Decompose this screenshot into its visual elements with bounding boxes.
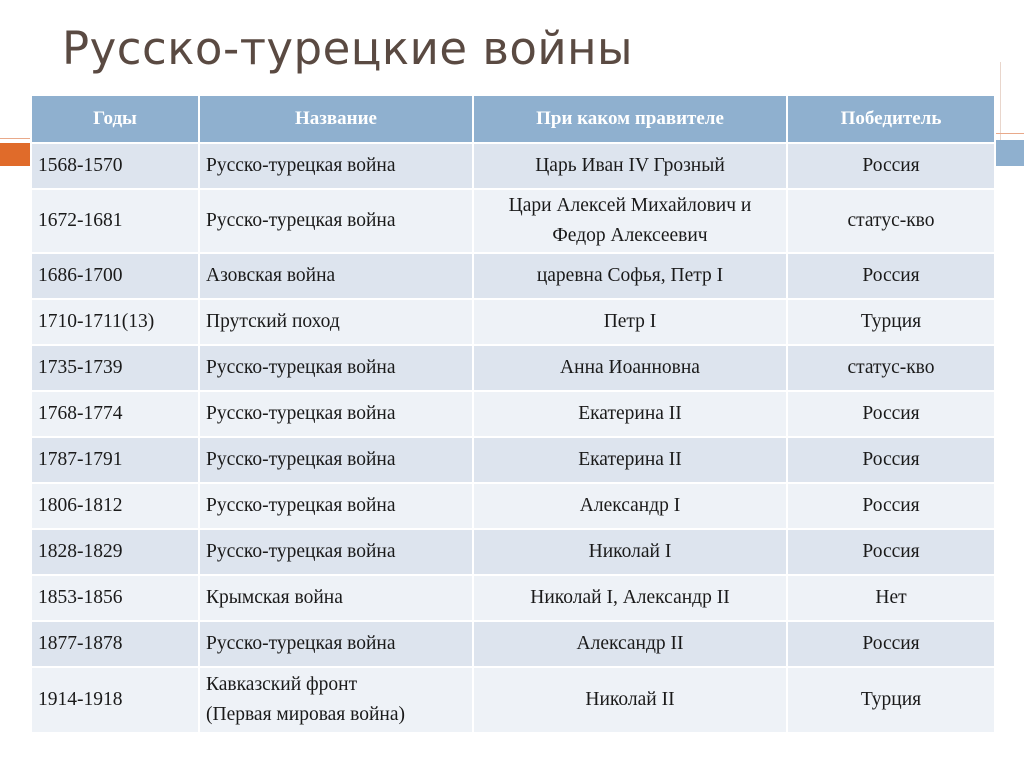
cell-name [199,437,473,483]
header-ruler: При каком правителе [473,95,787,143]
cell-years: 1806-1812 [31,483,199,529]
cell-winner: статус-кво [787,345,995,391]
cell-years: 1877-1878 [31,621,199,667]
cell-ruler [473,529,787,575]
header-years: Годы [31,95,199,143]
cell-ruler-line: Царь Иван IV Грозный [535,155,725,176]
table-row [31,189,995,253]
cell-name-line: Русско-турецкая война [206,357,396,378]
cell-ruler-line: царевна Софья, Петр I [536,265,724,286]
cell-ruler-line: Николай II [585,689,675,710]
cell-winner: Россия [787,253,995,299]
cell-ruler-line: Александр I [579,495,681,516]
cell-name [199,345,473,391]
cell-ruler-line: Федор Алексеевич [552,225,708,246]
table-row [31,483,995,529]
cell-years: 1828-1829 [31,529,199,575]
table-row [31,299,995,345]
cell-name-line: Русско-турецкая война [206,210,396,231]
cell-name [199,483,473,529]
cell-name [199,667,473,733]
cell-ruler-line: Александр II [576,633,684,654]
decorative-blue-square [994,140,1024,166]
cell-winner: Россия [787,143,995,189]
cell-name-line: Русско-турецкая война [206,403,396,424]
cell-ruler [473,575,787,621]
cell-name [199,143,473,189]
cell-years: 1787-1791 [31,437,199,483]
cell-name-line: Русско-турецкая война [206,155,396,176]
cell-ruler-line: Цари Алексей Михайлович и [508,195,752,216]
cell-name-line: Крымская война [206,587,343,608]
table-row [31,529,995,575]
cell-ruler-line: Екатерина II [578,449,682,470]
cell-name-line: Русско-турецкая война [206,633,396,654]
cell-name [199,575,473,621]
cell-ruler-line: Николай I, Александр II [530,587,730,608]
cell-years: 1686-1700 [31,253,199,299]
cell-years: 1672-1681 [31,189,199,253]
decorative-line-left [0,138,30,139]
table-header-row [31,95,995,143]
cell-ruler-line: Анна Иоанновна [560,357,700,378]
cell-ruler [473,437,787,483]
table-row [31,391,995,437]
cell-ruler [473,345,787,391]
slide-title: Русско-турецкие войны [62,22,634,75]
cell-years: 1735-1739 [31,345,199,391]
cell-ruler-line: Екатерина II [578,403,682,424]
cell-name [199,529,473,575]
cell-name-line: Азовская война [206,265,336,286]
cell-winner: Россия [787,483,995,529]
cell-name [199,621,473,667]
decorative-orange-square [0,143,30,166]
cell-winner: Россия [787,391,995,437]
decorative-line-right [994,133,1024,134]
cell-name-line: Кавказский фронт [206,674,358,695]
cell-ruler [473,391,787,437]
cell-winner: Россия [787,529,995,575]
cell-ruler [473,143,787,189]
table-row [31,437,995,483]
wars-table [30,94,996,734]
cell-ruler [473,483,787,529]
cell-winner: статус-кво [787,189,995,253]
table-row [31,253,995,299]
decorative-vertical-line [1000,62,1001,142]
cell-name [199,299,473,345]
table-body [31,143,995,733]
cell-name-line: Русско-турецкая война [206,541,396,562]
cell-name-line: Прутский поход [206,311,340,332]
header-winner: Победитель [787,95,995,143]
cell-ruler-line: Николай I [588,541,672,562]
cell-winner: Нет [787,575,995,621]
table-row [31,345,995,391]
table-row [31,143,995,189]
cell-name-line: (Первая мировая война) [206,704,405,725]
cell-years: 1914-1918 [31,667,199,733]
cell-name [199,189,473,253]
cell-ruler [473,621,787,667]
cell-name [199,253,473,299]
cell-winner: Россия [787,437,995,483]
cell-winner: Турция [787,299,995,345]
cell-ruler [473,253,787,299]
cell-ruler [473,299,787,345]
cell-years: 1768-1774 [31,391,199,437]
cell-years: 1568-1570 [31,143,199,189]
header-name: Название [199,95,473,143]
cell-name-line: Русско-турецкая война [206,449,396,470]
cell-winner: Россия [787,621,995,667]
table-row [31,575,995,621]
cell-years: 1853-1856 [31,575,199,621]
cell-ruler [473,189,787,253]
cell-winner: Турция [787,667,995,733]
cell-ruler [473,667,787,733]
cell-name [199,391,473,437]
table-row [31,621,995,667]
cell-years: 1710-1711(13) [31,299,199,345]
table-row [31,667,995,733]
cell-name-line: Русско-турецкая война [206,495,396,516]
cell-ruler-line: Петр I [603,311,657,332]
